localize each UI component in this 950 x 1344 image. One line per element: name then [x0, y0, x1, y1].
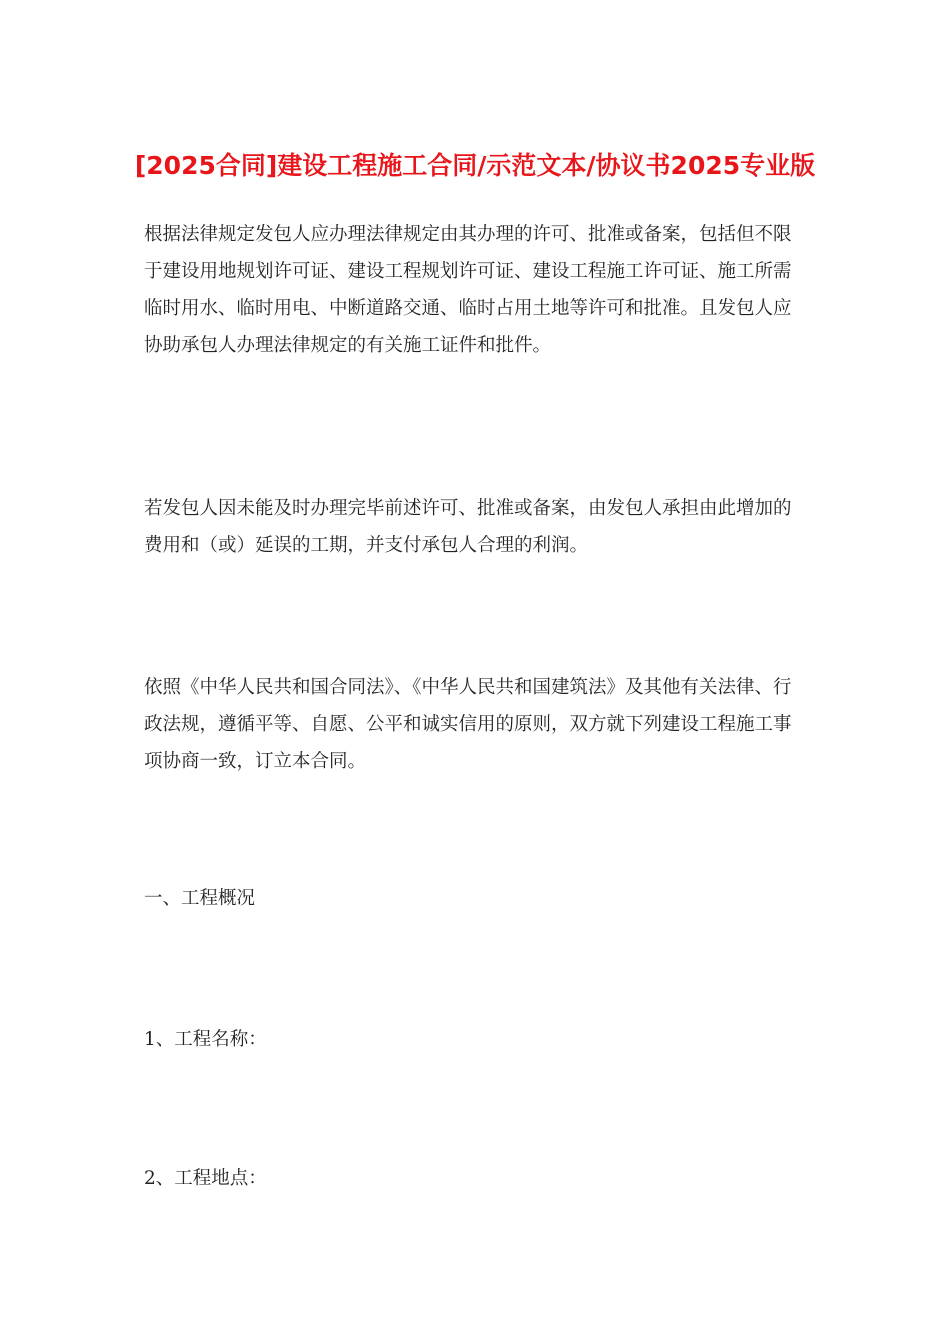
item-project-location: 2、工程地点：	[144, 1168, 267, 1189]
paragraph-delay-liability: 若发包人因未能及时办理完毕前述许可、批准或备案，由发包人承担由此增加的费用和（或）延误的工期，并支付承包人合理的利润。	[144, 498, 792, 556]
paragraph-permits: 根据法律规定发包人应办理法律规定由其办理的许可、批准或备案，包括但不限于建设用地规划许可证、建设工程规划许可证、建设工程施工许可证、施工所需临时用水、临时用电、中断道路交通、临时占用土地等许可和批准。且发包人应协助承包人办理法律规定的有关施工证件和批件。	[144, 224, 792, 356]
document-title: [2025合同]建设工程施工合同/示范文本/协议书2025专业版	[134, 151, 816, 180]
section-heading-project-overview: 一、工程概况	[144, 888, 256, 909]
paragraph-legal-basis: 依照《中华人民共和国合同法》、《中华人民共和国建筑法》及其他有关法律、行政法规，遵循平等、自愿、公平和诚实信用的原则，双方就下列建设工程施工事项协商一致，订立本合同。	[144, 677, 792, 772]
item-project-name: 1、工程名称：	[144, 1029, 267, 1050]
